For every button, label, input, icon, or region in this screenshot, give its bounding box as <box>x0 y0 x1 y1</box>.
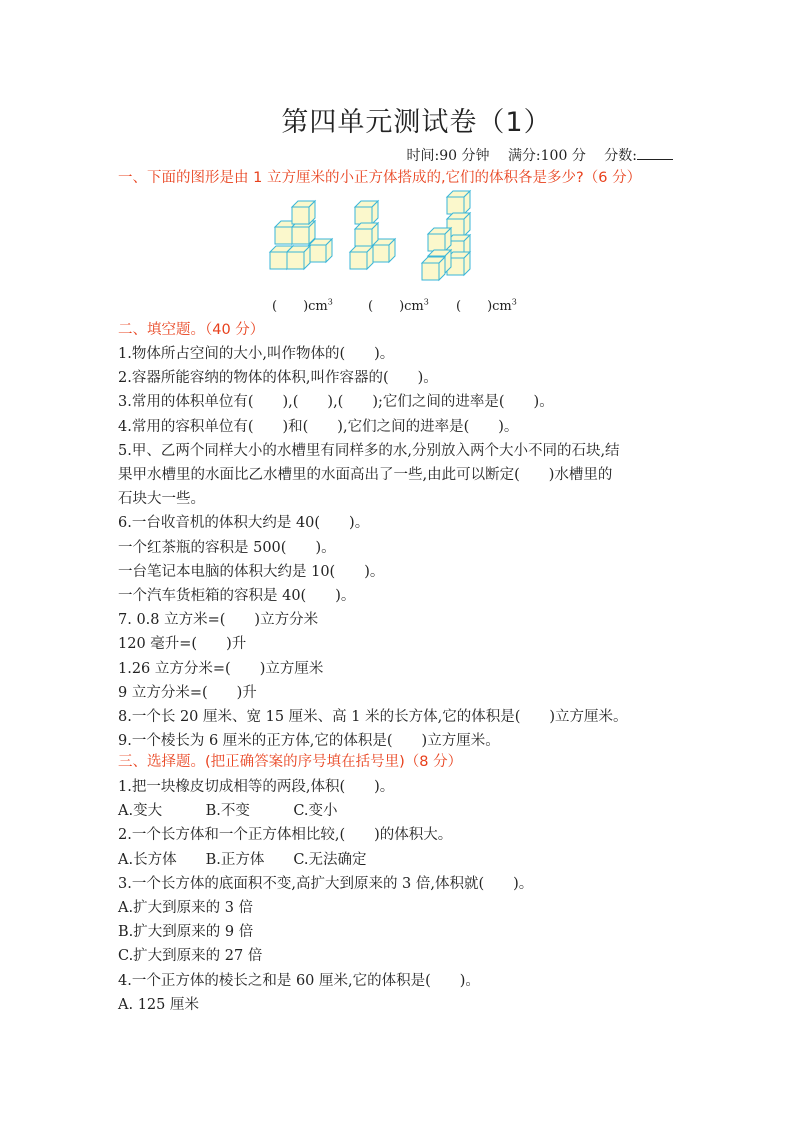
score-label: 分数: <box>604 148 637 164</box>
question-line: 2.容器所能容纳的物体的体积,叫作容器的( )。 <box>118 370 438 387</box>
question-line: A.扩大到原来的 3 倍 <box>118 900 254 916</box>
answer-2[interactable] <box>368 295 429 314</box>
unit-cube <box>355 201 378 224</box>
question-line: 4.常用的容积单位有( )和( ),它们之间的进率是( )。 <box>118 418 519 435</box>
cube-figures <box>0 0 793 300</box>
unit-sup: 3 <box>511 297 517 307</box>
unit-sup: 3 <box>423 297 429 307</box>
question-line: A. 125 厘米 <box>118 996 199 1013</box>
section3-heading: 三、选择题。(把正确答案的序号填在括号里)（8 分） <box>118 754 463 770</box>
question-line: 2.一个长方体和一个正方体相比较,( )的体积大。 <box>118 827 453 844</box>
unit-cube <box>422 257 445 280</box>
question-line: 一个红茶瓶的容积是 500( )。 <box>118 539 336 556</box>
question-line: 120 毫升=( )升 <box>118 636 247 653</box>
time-label: 时间:90 分钟 <box>406 148 490 164</box>
question-line: 石块大一些。 <box>118 491 205 508</box>
question-line: 3.一个长方体的底面积不变,高扩大到原来的 3 倍,体积就( )。 <box>118 875 534 892</box>
unit-cube <box>447 191 470 214</box>
full-score-label: 满分:100 分 <box>507 148 586 164</box>
question-line: C.扩大到原来的 27 倍 <box>118 948 263 965</box>
unit-cube <box>355 223 378 246</box>
question-line: 4.一个正方体的棱长之和是 60 厘米,它的体积是( )。 <box>118 972 480 989</box>
question-line: 一个汽车货柜箱的容积是 40( )。 <box>118 588 356 604</box>
section1-heading: 一、下面的图形是由 1 立方厘米的小正方体搭成的,它们的体积各是多少?（6 分） <box>118 170 642 186</box>
unit-sup: 3 <box>327 297 333 307</box>
question-line: 5.甲、乙两个同样大小的水槽里有同样多的水,分别放入两个大小不同的石块,结 <box>118 442 620 459</box>
question-line: 1.把一块橡皮切成相等的两段,体积( )。 <box>118 779 395 795</box>
unit-cube <box>350 246 373 269</box>
question-line: 果甲水槽里的水面比乙水槽里的水面高出了一些,由此可以断定( )水槽里的 <box>118 467 613 483</box>
answer-3[interactable] <box>456 295 517 314</box>
question-line: 6.一台收音机的体积大约是 40( )。 <box>118 515 370 532</box>
question-line: 9.一个棱长为 6 厘米的正方体,它的体积是( )立方厘米。 <box>118 733 500 750</box>
unit-cube <box>292 201 315 224</box>
question-line: 9 立方分米=( )升 <box>118 684 257 701</box>
question-line: 1.物体所占空间的大小,叫作物体的( )。 <box>118 346 395 362</box>
question-line: 1.26 立方分米=( )立方厘米 <box>118 660 324 677</box>
unit-cube <box>287 246 310 269</box>
answer-3-text: ( )cm <box>456 299 512 314</box>
unit-cube <box>309 239 332 262</box>
section2-heading: 二、填空题。（40 分） <box>118 322 265 338</box>
question-line: 一台笔记本电脑的体积大约是 10( )。 <box>118 563 385 580</box>
question-line: A.变大 B.不变 C.变小 <box>118 803 338 820</box>
answer-1[interactable] <box>272 295 333 314</box>
page-title: 第四单元测试卷（1） <box>281 107 552 138</box>
question-line: 8.一个长 20 厘米、宽 15 厘米、高 1 米的长方体,它的体积是( )立方厘米。 <box>118 709 628 725</box>
question-line: 3.常用的体积单位有( ),( ),( );它们之间的进率是( )。 <box>118 394 554 411</box>
answer-2-text: ( )cm <box>368 299 424 314</box>
answer-1-text: ( )cm <box>272 299 328 314</box>
question-line: B.扩大到原来的 9 倍 <box>118 924 254 941</box>
question-line: 7. 0.8 立方米=( )立方分米 <box>118 612 319 629</box>
question-line: A.长方体 B.正方体 C.无法确定 <box>118 851 367 868</box>
unit-cube <box>428 228 451 251</box>
